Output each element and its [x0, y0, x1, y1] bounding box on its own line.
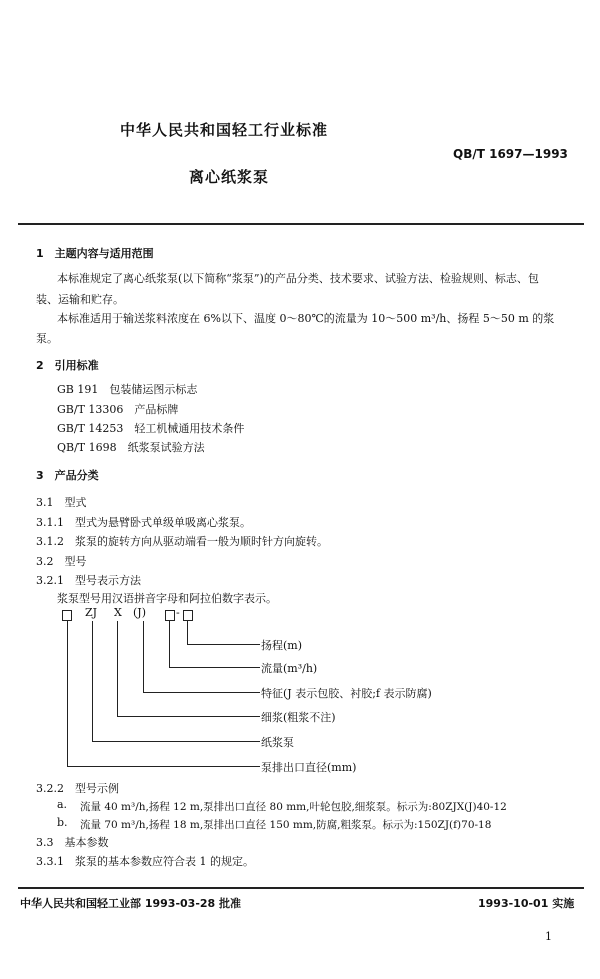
example-b: 流量 70 m³/h,扬程 18 m,泵排出口直径 150 mm,防腐,粗浆泵。标示为:150ZJ(f)70-18	[80, 819, 492, 831]
leader-line	[67, 766, 260, 767]
label-outlet-diameter: 泵排出口直径(mm)	[261, 761, 357, 774]
section-2-heading: 2 引用标准	[36, 359, 99, 372]
token-j: (J)	[133, 606, 146, 619]
leader-line	[117, 716, 260, 717]
clause-3-1: 3.1 型式	[36, 496, 87, 509]
leader-line	[169, 621, 170, 667]
implementation-date: 1993-10-01 实施	[478, 897, 575, 910]
label-flow: 流量(m³/h)	[261, 662, 318, 675]
label-head: 扬程(m)	[261, 639, 303, 652]
reference-item: QB/T 1698 纸浆泵试验方法	[57, 441, 205, 454]
leader-line	[169, 667, 260, 668]
leader-line	[117, 621, 118, 716]
token-dash: -	[176, 606, 180, 619]
reference-item: GB/T 13306 产品标牌	[57, 403, 179, 416]
clause-3-2-1: 3.2.1 型号表示方法	[36, 574, 141, 587]
reference-item: GB/T 14253 轻工机械通用技术条件	[57, 422, 245, 435]
leader-line	[143, 621, 144, 692]
document-title: 离心纸浆泵	[189, 168, 270, 186]
standard-code: QB/T 1697—1993	[453, 147, 568, 161]
label-fine-pulp: 细浆(粗浆不注)	[261, 711, 336, 724]
section-1-para2-line1: 本标准适用于输送浆料浓度在 6%以下、温度 0～80℃的流量为 10～500 m³/h、扬程 5～50 m 的浆	[57, 312, 555, 325]
footer-rule	[18, 887, 584, 889]
label-pulp-pump: 纸浆泵	[261, 736, 294, 749]
header-rule	[18, 223, 584, 225]
section-1-para1-line2: 装、运输和贮存。	[36, 293, 124, 306]
issuing-authority: 中华人民共和国轻工行业标准	[120, 121, 329, 139]
leader-line	[92, 621, 93, 741]
token-x: X	[114, 606, 122, 619]
example-a: 流量 40 m³/h,扬程 12 m,泵排出口直径 80 mm,叶轮包胶,细浆泵。标示为:80ZJX(J)40-12	[80, 801, 507, 813]
section-3-heading: 3 产品分类	[36, 469, 99, 482]
placeholder-box-flow	[165, 610, 175, 621]
page-number: 1	[545, 930, 552, 943]
leader-line	[143, 692, 260, 693]
leader-line	[67, 621, 68, 766]
leader-line	[187, 644, 260, 645]
clause-3-2-2: 3.2.2 型号示例	[36, 782, 119, 795]
example-a-marker: a.	[57, 798, 68, 811]
reference-item: GB 191 包装储运图示标志	[57, 383, 198, 396]
clause-3-1-2: 3.1.2 浆泵的旋转方向从驱动端看一般为顺时针方向旋转。	[36, 535, 328, 548]
clause-3-2-1-text: 浆泵型号用汉语拼音字母和阿拉伯数字表示。	[57, 592, 277, 605]
leader-line	[92, 741, 260, 742]
clause-3-3: 3.3 基本参数	[36, 836, 109, 849]
clause-3-3-1: 3.3.1 浆泵的基本参数应符合表 1 的规定。	[36, 855, 254, 868]
section-1-para1-line1: 本标准规定了离心纸浆泵(以下简称“浆泵”)的产品分类、技术要求、试验方法、检验规则、标志、包	[57, 272, 539, 285]
placeholder-box-diameter	[62, 610, 72, 621]
label-feature: 特征(J 表示包胶、衬胶;f 表示防腐)	[261, 687, 432, 700]
leader-line	[187, 621, 188, 644]
clause-3-1-1: 3.1.1 型式为悬臂卧式单级单吸离心浆泵。	[36, 516, 251, 529]
example-b-marker: b.	[57, 816, 68, 829]
token-zj: ZJ	[85, 606, 98, 619]
section-1-heading: 1 主题内容与适用范围	[36, 247, 154, 260]
section-1-para2-line2: 泵。	[36, 332, 58, 345]
approval-line: 中华人民共和国轻工业部 1993-03-28 批准	[20, 897, 242, 910]
placeholder-box-head	[183, 610, 193, 621]
clause-3-2: 3.2 型号	[36, 555, 87, 568]
